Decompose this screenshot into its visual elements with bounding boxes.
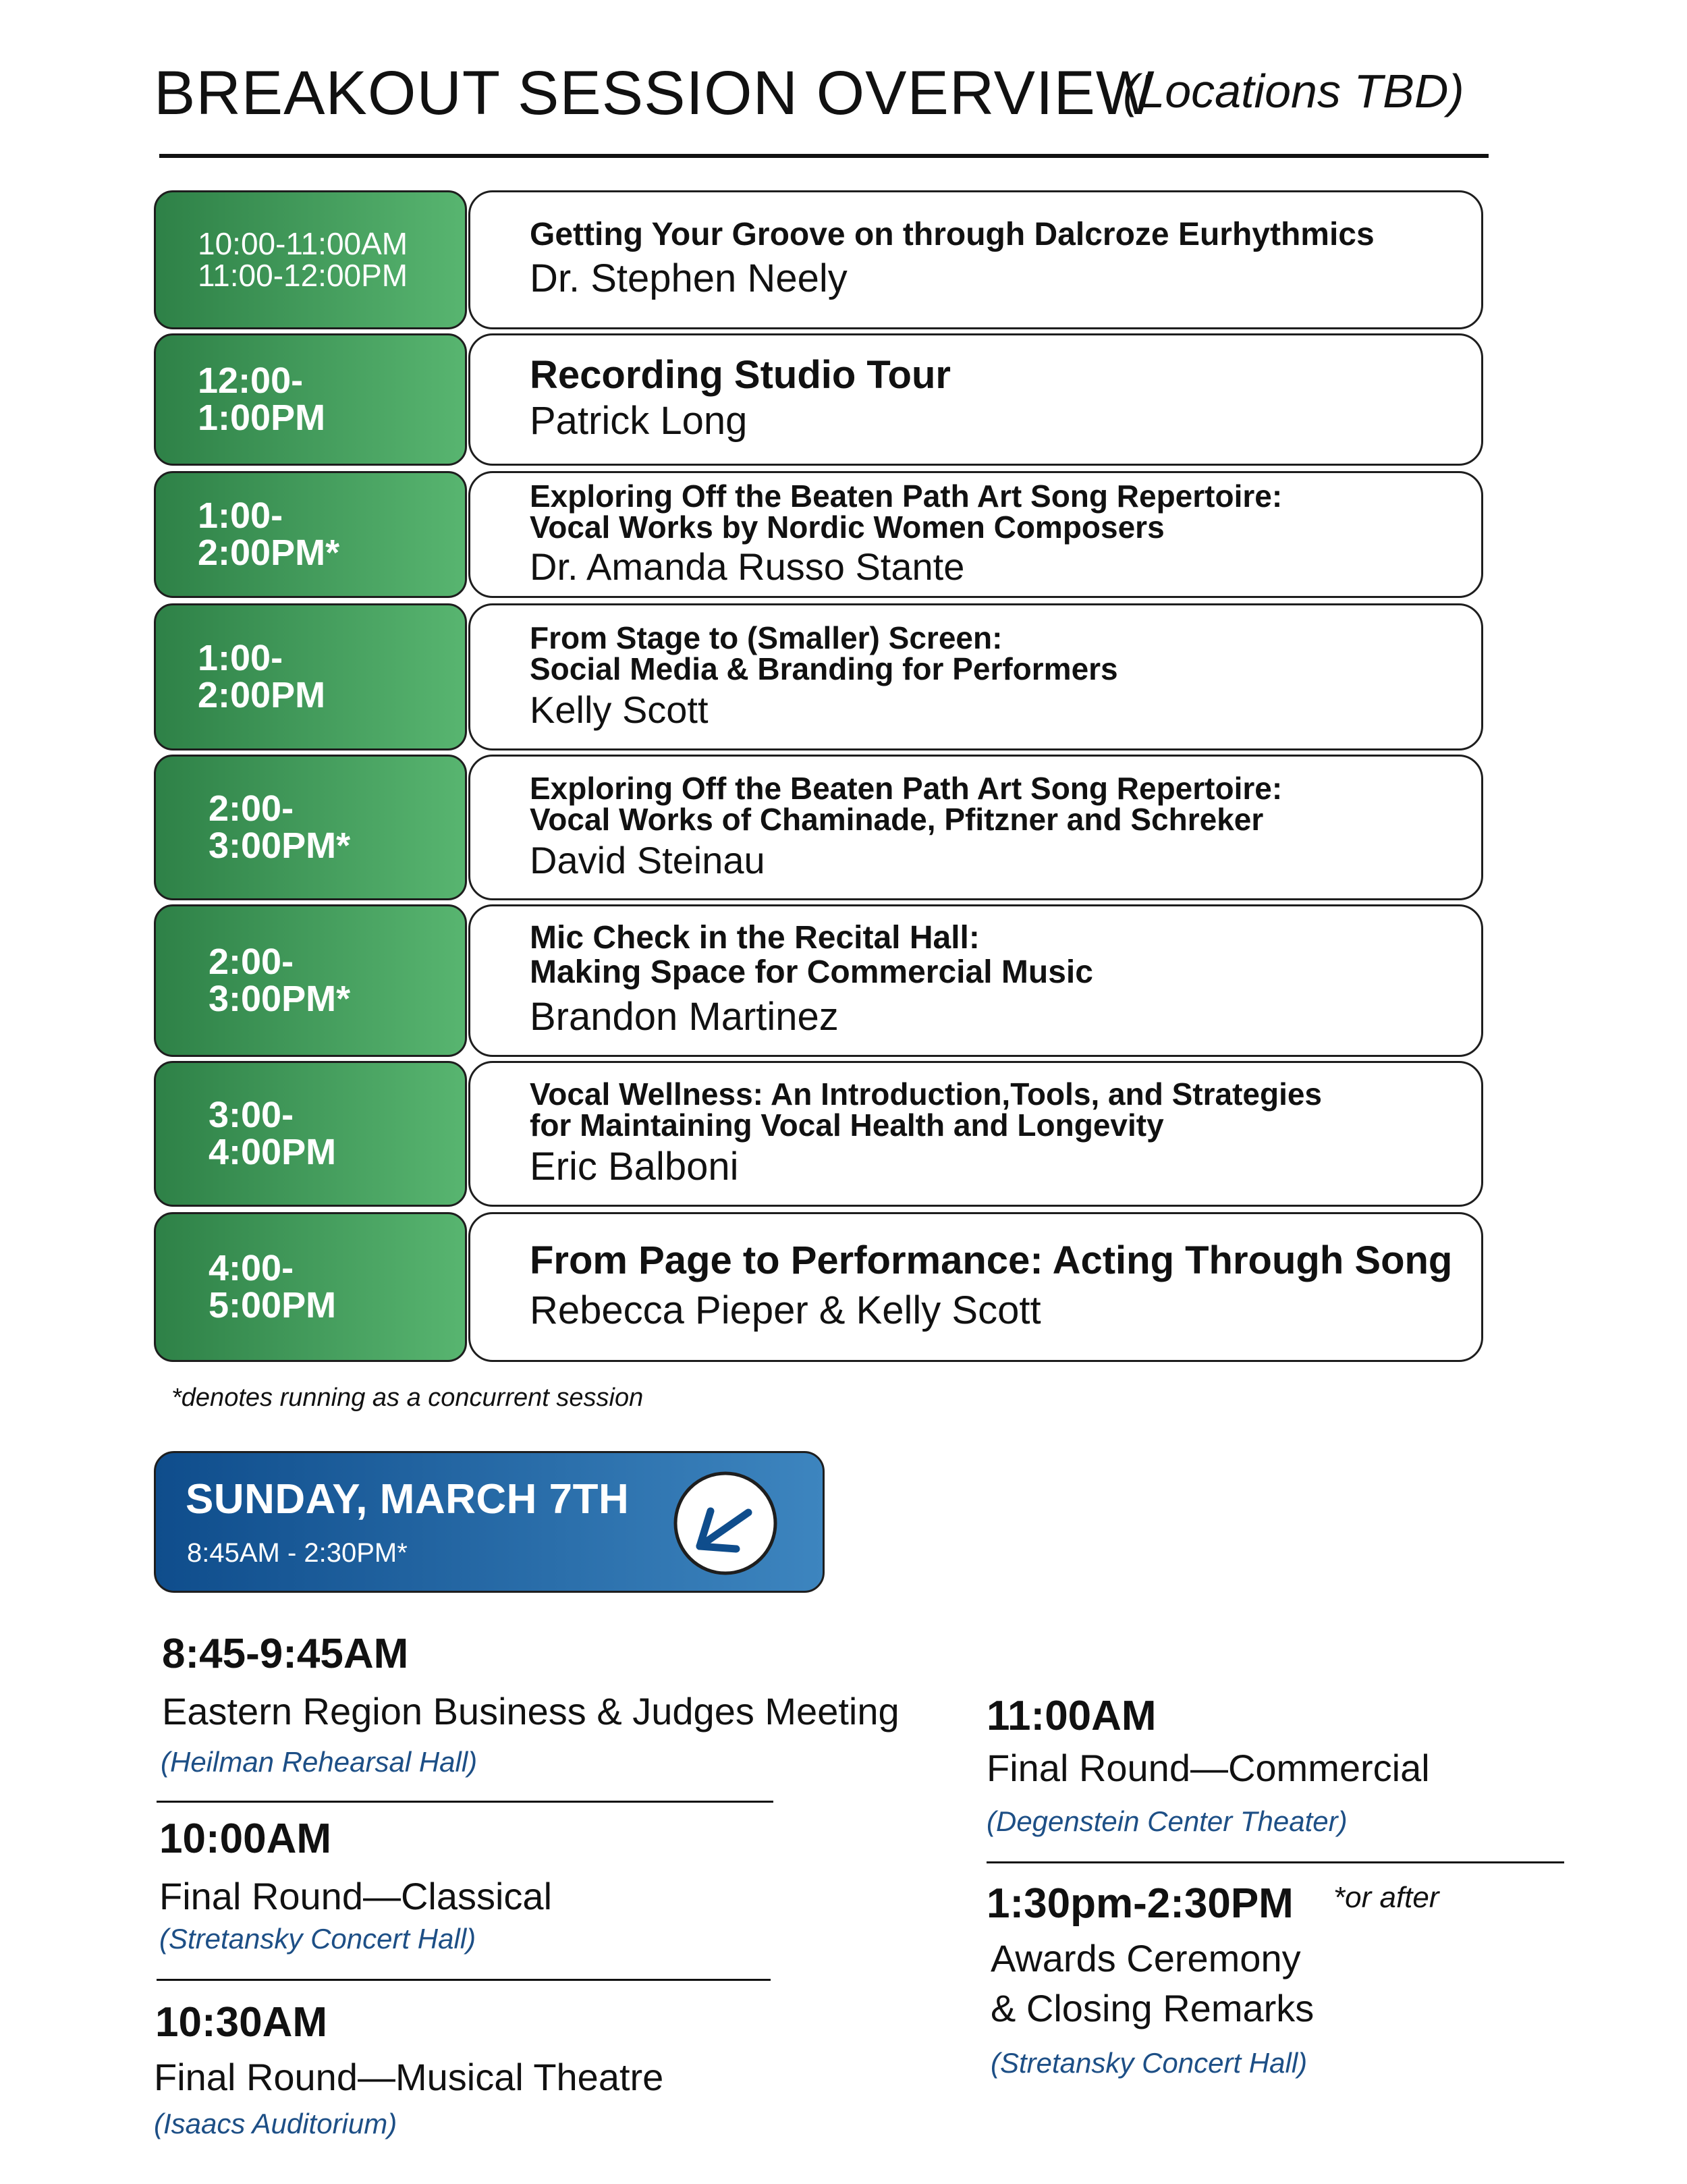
sunday-time: 8:45AM - 2:30PM*: [187, 1538, 408, 1568]
session-time-box: [154, 904, 467, 1057]
schedule-time: 11:00AM: [987, 1693, 1157, 1739]
session-time-line: 5:00PM: [209, 1285, 337, 1326]
session-time-line: 10:00-11:00AM: [198, 226, 408, 262]
schedule-location: (Degenstein Center Theater): [987, 1805, 1348, 1837]
schedule-divider: [987, 1861, 1564, 1863]
schedule-location: (Isaacs Auditorium): [154, 2108, 397, 2139]
session-title: From Page to Performance: Acting Through Song: [530, 1238, 1453, 1282]
session-time-box: [154, 1212, 467, 1362]
session-time-line: 1:00PM: [198, 398, 326, 438]
schedule-event: Final Round—Musical Theatre: [154, 2056, 664, 2098]
session-title: Social Media & Branding for Performers: [530, 651, 1118, 686]
session-presenter: Eric Balboni: [530, 1144, 739, 1189]
schedule-event: & Closing Remarks: [991, 1987, 1315, 2029]
schedule-event: Eastern Region Business & Judges Meeting: [162, 1690, 900, 1732]
session-presenter: Dr. Amanda Russo Stante: [530, 545, 965, 588]
schedule-divider: [157, 1979, 771, 1981]
session-time-line: 2:00PM*: [198, 533, 340, 573]
session-presenter: Rebecca Pieper & Kelly Scott: [530, 1288, 1041, 1332]
schedule-time: 10:00AM: [159, 1816, 331, 1862]
session-card: [468, 190, 1483, 329]
page-subtitle: (Locations TBD): [1123, 65, 1464, 117]
session-time-line: 4:00PM: [209, 1132, 337, 1172]
title-divider: [159, 154, 1489, 158]
session-time-line: 2:00-: [209, 941, 294, 982]
schedule-divider: [157, 1801, 773, 1803]
session-time-line: 1:00-: [198, 637, 283, 678]
session-presenter: Patrick Long: [530, 398, 748, 443]
session-time-box: [154, 755, 467, 900]
session-presenter: Brandon Martinez: [530, 995, 839, 1039]
schedule-time: 8:45-9:45AM: [162, 1631, 409, 1677]
sunday-title: SUNDAY, MARCH 7TH: [186, 1476, 630, 1523]
session-time-box: [154, 333, 467, 466]
session-presenter: Kelly Scott: [530, 688, 709, 731]
session-card: [468, 1061, 1483, 1207]
session-time-line: 4:00-: [209, 1247, 294, 1288]
session-title: Getting Your Groove on through Dalcroze Eurhythmics: [530, 216, 1375, 252]
session-presenter: Dr. Stephen Neely: [530, 256, 848, 300]
session-card: [468, 471, 1483, 598]
session-time-line: 3:00PM*: [209, 979, 351, 1019]
schedule-event: Final Round—Classical: [159, 1875, 553, 1917]
schedule-location: (Stretansky Concert Hall): [159, 1923, 476, 1955]
session-card: [468, 755, 1483, 900]
session-time-box: [154, 603, 467, 750]
session-card: [468, 1212, 1483, 1362]
session-time-line: 3:00-: [209, 1094, 294, 1135]
session-time-line: 2:00PM: [198, 675, 326, 715]
schedule-time: 1:30pm-2:30PM: [987, 1880, 1294, 1927]
session-card: [468, 603, 1483, 750]
session-presenter: David Steinau: [530, 838, 765, 881]
session-time-line: 3:00PM*: [209, 825, 351, 866]
session-title: for Maintaining Vocal Health and Longevity: [530, 1107, 1164, 1143]
session-time-line: 2:00-: [209, 788, 294, 829]
sunday-banner: [154, 1451, 825, 1593]
session-time-box: [154, 471, 467, 598]
session-title: Making Space for Commercial Music: [530, 954, 1093, 990]
session-title: Exploring Off the Beaten Path Art Song Repertoire:: [530, 770, 1283, 806]
session-title: Mic Check in the Recital Hall:: [530, 920, 980, 956]
session-title: Vocal Works of Chaminade, Pfitzner and Schreker: [530, 801, 1264, 837]
session-title: Recording Studio Tour: [530, 352, 951, 397]
session-card: [468, 904, 1483, 1057]
session-title: Vocal Works by Nordic Women Composers: [530, 509, 1165, 545]
arrow-down-left-icon: [673, 1471, 778, 1576]
session-time-line: 12:00-: [198, 360, 304, 401]
session-card: [468, 333, 1483, 466]
schedule-location: (Stretansky Concert Hall): [991, 2047, 1308, 2079]
schedule-event: Final Round—Commercial: [987, 1747, 1430, 1789]
schedule-time: 10:30AM: [155, 1999, 327, 2046]
schedule-note: *or after: [1333, 1881, 1439, 1914]
session-time-box: [154, 190, 467, 329]
page-title: BREAKOUT SESSION OVERVIEW: [154, 59, 1155, 128]
schedule-event: Awards Ceremony: [991, 1937, 1301, 1980]
session-title: From Stage to (Smaller) Screen:: [530, 620, 1003, 655]
concurrent-footnote: *denotes running as a concurrent session: [171, 1384, 644, 1412]
session-title: Exploring Off the Beaten Path Art Song Repertoire:: [530, 478, 1283, 514]
session-title: Vocal Wellness: An Introduction,Tools, and Strategies: [530, 1076, 1323, 1112]
schedule-location: (Heilman Rehearsal Hall): [161, 1746, 478, 1778]
session-time-box: [154, 1061, 467, 1207]
session-time-line: 1:00-: [198, 495, 283, 536]
session-time-line: 11:00-12:00PM: [198, 258, 408, 293]
